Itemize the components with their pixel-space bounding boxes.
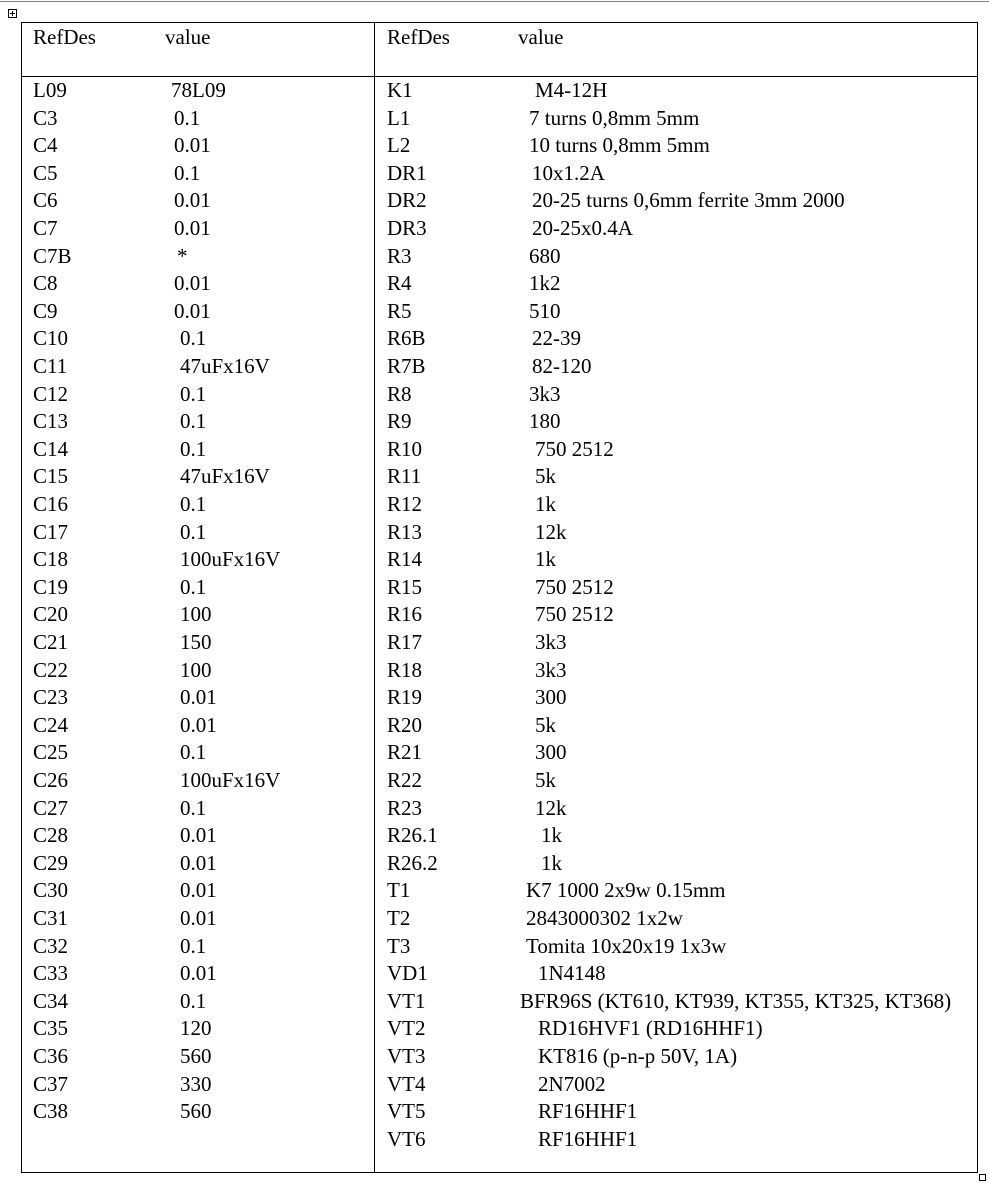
left-refdes: C24 xyxy=(33,712,69,737)
left-refdes: C3 xyxy=(33,105,58,130)
right-refdes: R13 xyxy=(387,519,423,544)
right-value: 20-25x0.4A xyxy=(532,216,633,240)
left-value: 0.1 xyxy=(180,574,207,599)
left-value: 0.01 xyxy=(180,878,217,903)
right-refdes: R3 xyxy=(387,243,412,268)
right-refdes: DR2 xyxy=(387,188,427,213)
right-refdes: VD1 xyxy=(387,961,428,986)
left-value: 0.01 xyxy=(174,298,211,323)
right-value: Tomita 10x20x19 1x3w xyxy=(526,933,727,958)
right-value: 5k xyxy=(535,768,556,792)
right-value: 3k3 xyxy=(529,381,561,406)
left-refdes: C37 xyxy=(33,1071,69,1096)
left-value: 0.01 xyxy=(174,271,211,296)
right-value: 12k xyxy=(535,519,567,544)
right-refdes: DR3 xyxy=(387,216,427,240)
left-value: 560 xyxy=(180,1044,212,1068)
top-border-line xyxy=(0,1,989,2)
right-header-value: value xyxy=(518,25,564,49)
right-refdes: R14 xyxy=(387,547,423,572)
left-value: 0.01 xyxy=(174,188,211,213)
left-value: 0.01 xyxy=(180,685,217,710)
right-value: 7 turns 0,8mm 5mm xyxy=(529,105,700,130)
left-value: 0.1 xyxy=(174,105,201,130)
right-value: 680 xyxy=(529,243,561,268)
right-value: 10x1.2A xyxy=(532,160,605,185)
right-refdes: L1 xyxy=(387,105,411,130)
right-refdes: R12 xyxy=(387,492,423,516)
left-value: 100 xyxy=(180,657,212,682)
left-value: 0.1 xyxy=(180,795,207,820)
left-refdes: C35 xyxy=(33,1016,69,1041)
left-value: 0.01 xyxy=(180,823,217,848)
right-refdes: R23 xyxy=(387,795,423,820)
left-refdes: L09 xyxy=(33,78,67,102)
right-value: 1N4148 xyxy=(538,961,606,986)
left-value: 0.1 xyxy=(180,933,207,958)
left-value: 0.1 xyxy=(180,492,207,516)
right-value: 5k xyxy=(535,464,556,489)
left-refdes: C5 xyxy=(33,160,58,185)
right-refdes: R21 xyxy=(387,740,423,765)
left-value: 47uFx16V xyxy=(180,464,270,489)
left-value: 150 xyxy=(180,630,212,654)
left-value: 0.01 xyxy=(180,906,217,930)
right-value: 750 2512 xyxy=(535,436,614,461)
right-value: M4-12H xyxy=(535,78,608,102)
left-refdes: C15 xyxy=(33,464,69,489)
right-value: 1k xyxy=(535,492,556,516)
left-refdes: C17 xyxy=(33,519,69,544)
left-refdes: C27 xyxy=(33,795,69,820)
left-refdes: C11 xyxy=(33,354,68,378)
right-refdes: VT6 xyxy=(387,1126,426,1151)
right-header-refdes: RefDes xyxy=(387,25,450,49)
left-value: 78L09 xyxy=(171,78,226,102)
right-value: 180 xyxy=(529,409,561,434)
left-refdes: C28 xyxy=(33,823,69,848)
right-value: RF16HHF1 xyxy=(538,1126,638,1151)
right-refdes: VT4 xyxy=(387,1071,426,1096)
left-value: 0.1 xyxy=(180,988,207,1013)
left-header-refdes: RefDes xyxy=(33,25,96,49)
left-refdes: C16 xyxy=(33,492,69,516)
right-refdes: R19 xyxy=(387,685,423,710)
right-refdes: R22 xyxy=(387,768,423,792)
right-value: 300 xyxy=(535,685,567,710)
right-value: 12k xyxy=(535,795,567,820)
table-resize-handle-icon[interactable] xyxy=(979,1174,986,1181)
right-refdes: VT1 xyxy=(387,988,426,1013)
left-value: 100 xyxy=(180,602,212,627)
left-refdes: C26 xyxy=(33,768,69,792)
left-refdes: C29 xyxy=(33,850,69,875)
left-refdes: C25 xyxy=(33,740,69,765)
left-refdes: C38 xyxy=(33,1099,69,1124)
right-refdes: T2 xyxy=(387,906,411,930)
left-refdes: C30 xyxy=(33,878,69,903)
table-move-handle-icon[interactable] xyxy=(8,9,17,18)
left-value: 0.1 xyxy=(180,740,207,765)
left-value: 0.1 xyxy=(180,326,207,351)
left-refdes: C8 xyxy=(33,271,58,296)
left-refdes: C12 xyxy=(33,381,69,406)
left-refdes: C19 xyxy=(33,574,69,599)
right-refdes: T3 xyxy=(387,933,411,958)
left-value: 100uFx16V xyxy=(180,768,281,792)
left-refdes: C20 xyxy=(33,602,69,627)
right-refdes: R8 xyxy=(387,381,412,406)
left-value: 0.01 xyxy=(180,850,217,875)
right-value: RF16HHF1 xyxy=(538,1099,638,1124)
left-value: 0.01 xyxy=(180,961,217,986)
right-value: 2N7002 xyxy=(538,1071,606,1096)
right-refdes: K1 xyxy=(387,78,413,102)
right-refdes: R20 xyxy=(387,712,423,737)
left-value: 100uFx16V xyxy=(180,547,281,572)
right-value: 3k3 xyxy=(535,630,567,654)
right-refdes: R18 xyxy=(387,657,423,682)
left-refdes: C31 xyxy=(33,906,69,930)
left-refdes: C13 xyxy=(33,409,69,434)
right-refdes: L2 xyxy=(387,133,411,158)
right-value: BFR96S (KT610, KT939, KT355, KT325, KT368) xyxy=(520,988,952,1013)
left-value: 47uFx16V xyxy=(180,354,270,378)
left-value: 0.01 xyxy=(174,216,211,240)
left-value: 120 xyxy=(180,1016,212,1041)
right-refdes: R16 xyxy=(387,602,423,627)
left-refdes: C6 xyxy=(33,188,58,213)
right-refdes: R26.1 xyxy=(387,823,438,848)
left-value: 0.1 xyxy=(180,519,207,544)
right-refdes: VT3 xyxy=(387,1044,426,1068)
left-value: 0.1 xyxy=(180,381,207,406)
left-refdes: C36 xyxy=(33,1044,69,1068)
left-refdes: C18 xyxy=(33,547,69,572)
left-refdes: C33 xyxy=(33,961,69,986)
right-value: K7 1000 2x9w 0.15mm xyxy=(526,878,726,903)
right-value: 1k xyxy=(535,547,556,572)
left-refdes: C21 xyxy=(33,630,69,654)
right-refdes: R15 xyxy=(387,574,423,599)
left-value: 0.1 xyxy=(180,436,207,461)
left-refdes: C9 xyxy=(33,298,58,323)
left-refdes: C7 xyxy=(33,216,58,240)
header-divider xyxy=(21,76,978,77)
right-refdes: R10 xyxy=(387,436,423,461)
right-value: 3k3 xyxy=(535,657,567,682)
right-value: 82-120 xyxy=(532,354,592,378)
right-value: 750 2512 xyxy=(535,602,614,627)
right-refdes: DR1 xyxy=(387,160,427,185)
right-value: 1k xyxy=(541,823,562,848)
left-header-value: value xyxy=(165,25,211,49)
right-refdes: R6B xyxy=(387,326,426,351)
right-refdes: T1 xyxy=(387,878,411,903)
left-refdes: C4 xyxy=(33,133,58,158)
right-value: 750 2512 xyxy=(535,574,614,599)
right-value: 5k xyxy=(535,712,556,737)
right-refdes: R9 xyxy=(387,409,412,434)
right-refdes: VT2 xyxy=(387,1016,426,1041)
left-value: 0.01 xyxy=(174,133,211,158)
right-refdes: R26.2 xyxy=(387,850,438,875)
right-refdes: R4 xyxy=(387,271,412,296)
right-value: 1k2 xyxy=(529,271,561,296)
right-refdes: VT5 xyxy=(387,1099,426,1124)
left-value: 0.1 xyxy=(174,160,201,185)
right-refdes: R17 xyxy=(387,630,423,654)
right-value: 10 turns 0,8mm 5mm xyxy=(529,133,710,158)
right-value: 22-39 xyxy=(532,326,581,351)
right-refdes: R5 xyxy=(387,298,412,323)
left-refdes: C14 xyxy=(33,436,69,461)
right-value: 2843000302 1x2w xyxy=(526,906,683,930)
right-value: 300 xyxy=(535,740,567,765)
left-value: * xyxy=(177,243,188,268)
left-value: 330 xyxy=(180,1071,212,1096)
left-refdes: C23 xyxy=(33,685,69,710)
left-refdes: C34 xyxy=(33,988,69,1013)
right-value: 510 xyxy=(529,298,561,323)
left-refdes: C10 xyxy=(33,326,69,351)
right-value: RD16HVF1 (RD16HHF1) xyxy=(538,1016,763,1041)
right-value: 20-25 turns 0,6mm ferrite 3mm 2000 xyxy=(532,188,845,213)
right-refdes: R7B xyxy=(387,354,426,378)
right-value: KT816 (p-n-p 50V, 1A) xyxy=(538,1044,738,1068)
left-refdes: C7B xyxy=(33,243,72,268)
right-refdes: R11 xyxy=(387,464,422,489)
right-value: 1k xyxy=(541,850,562,875)
left-value: 560 xyxy=(180,1099,212,1124)
left-refdes: C32 xyxy=(33,933,69,958)
left-refdes: C22 xyxy=(33,657,69,682)
left-value: 0.1 xyxy=(180,409,207,434)
column-divider xyxy=(374,22,375,1173)
left-value: 0.01 xyxy=(180,712,217,737)
